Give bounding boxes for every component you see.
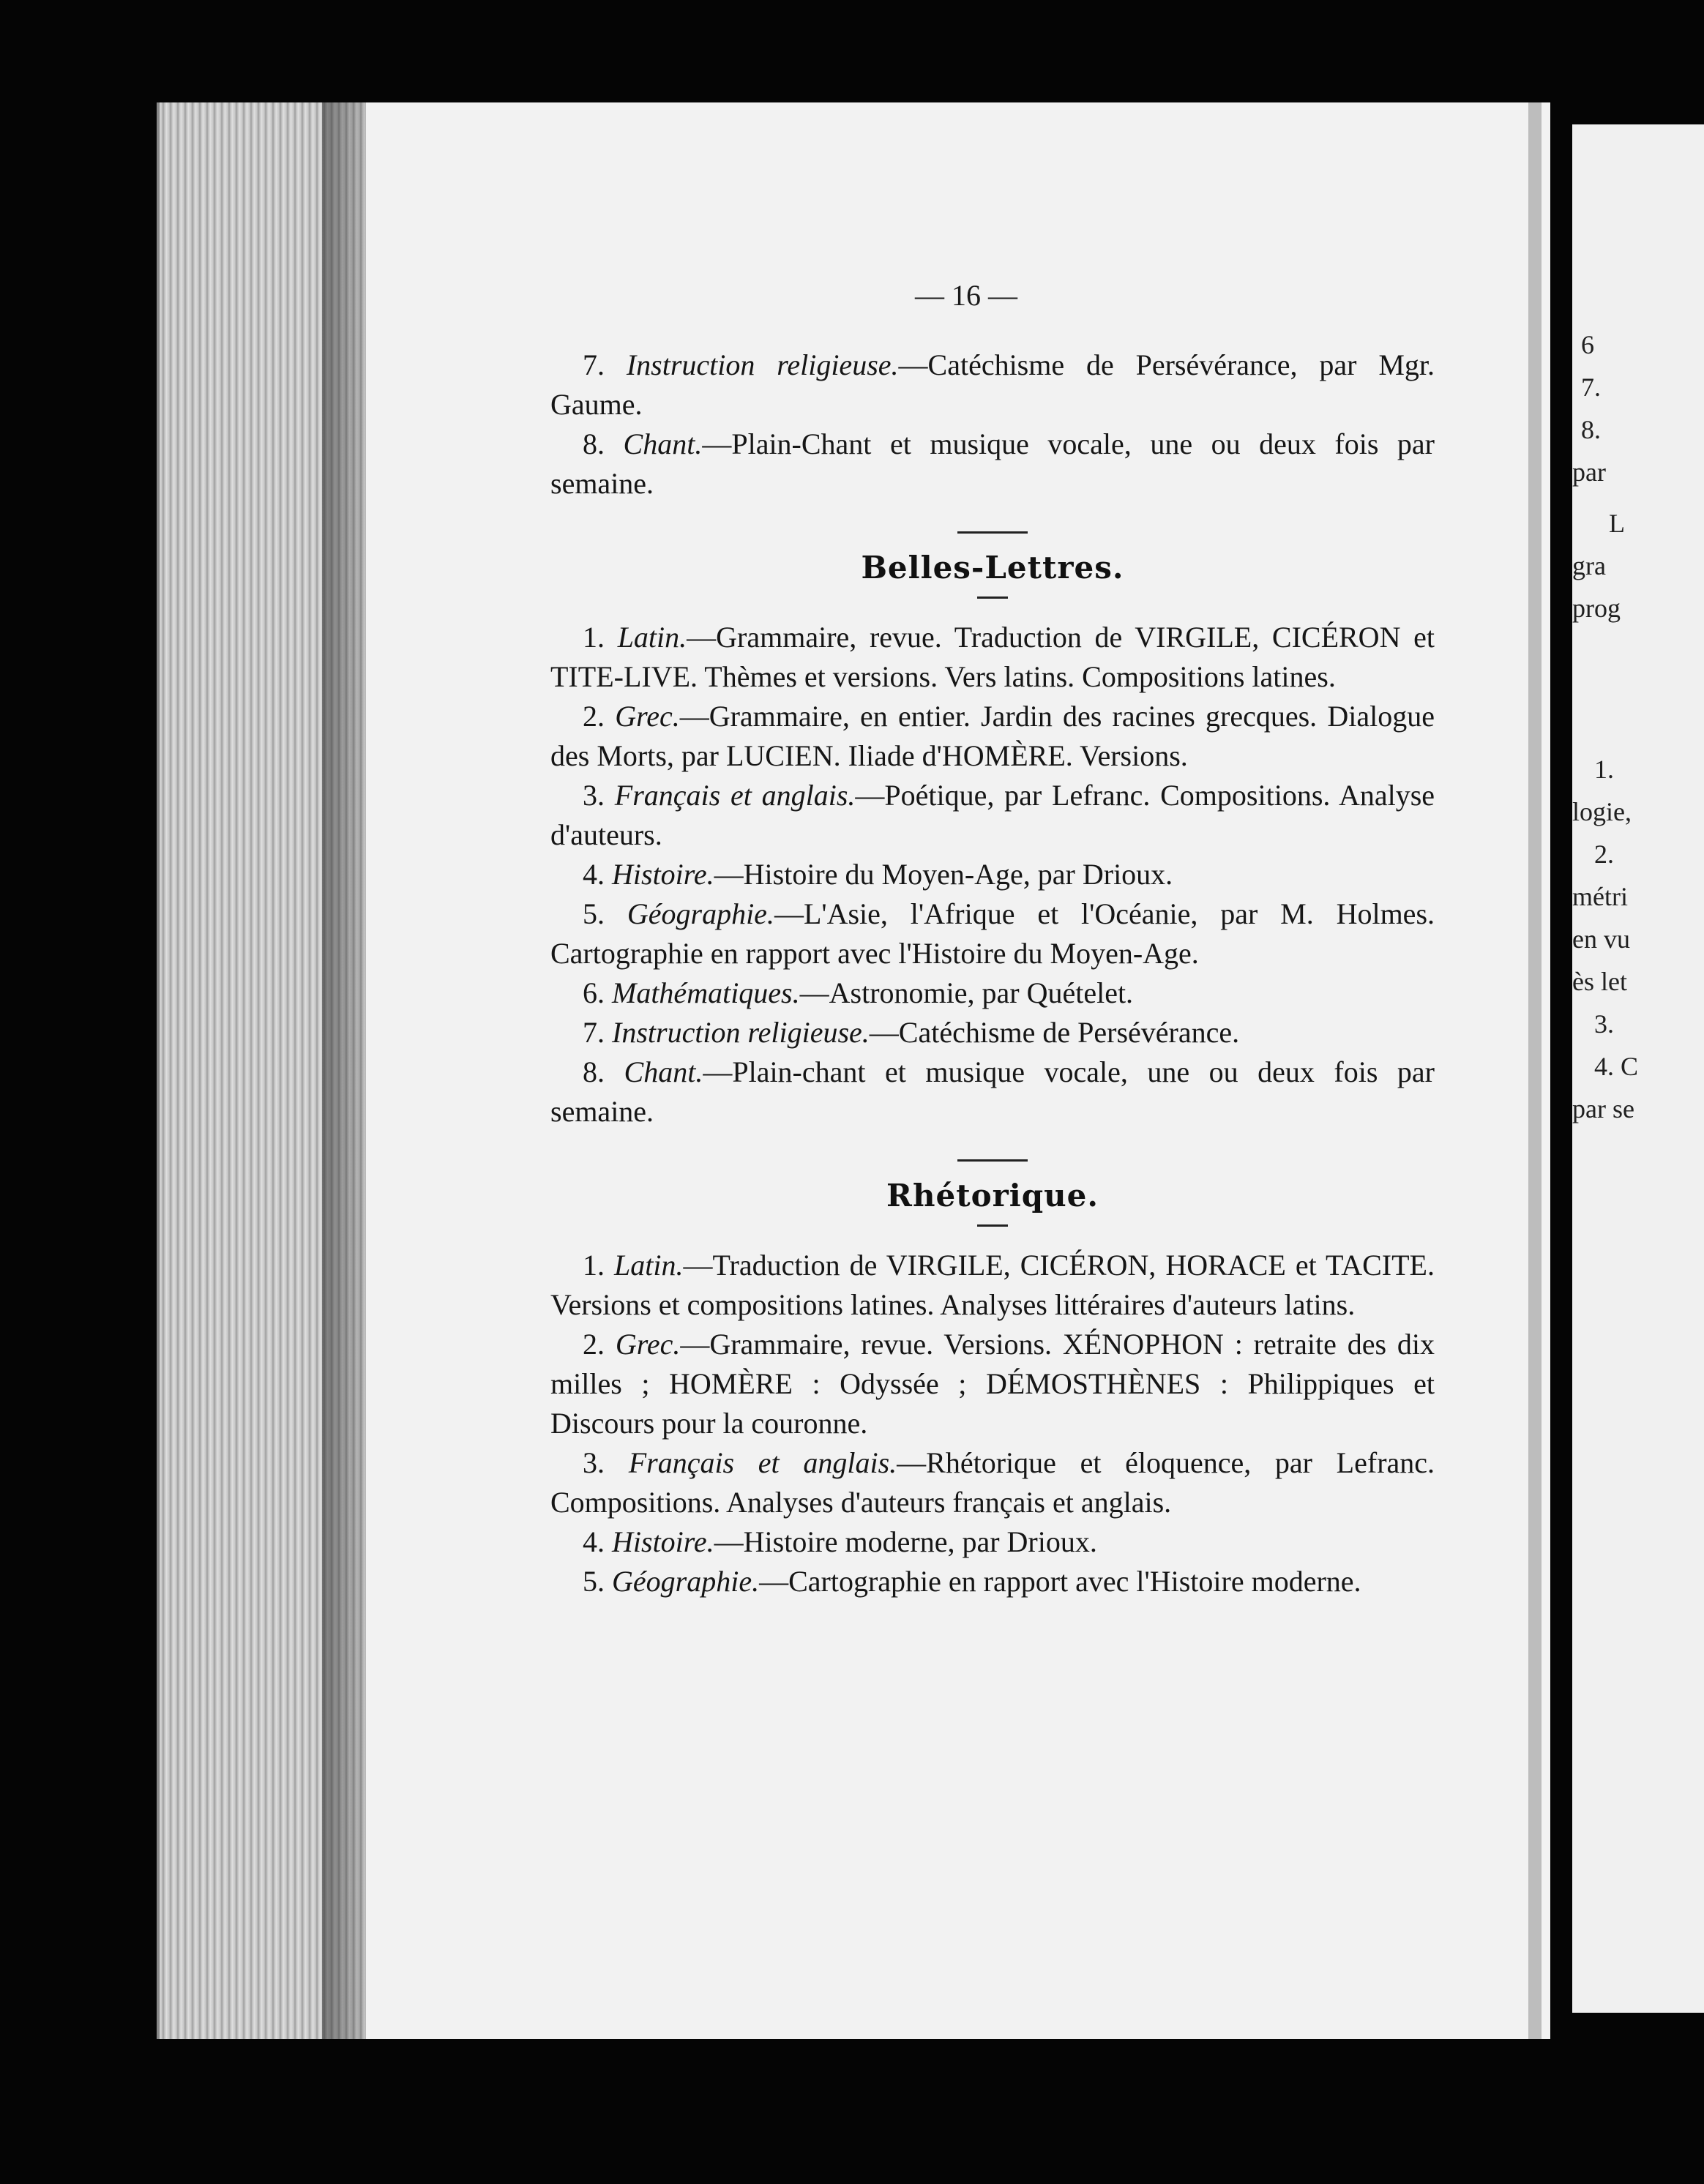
item-text: —Rhétorique et éloquence, par Lefranc. Compositions. Analyses d'auteurs français et anglais. xyxy=(550,1446,1435,1519)
item-title: Grec. xyxy=(615,700,680,733)
page-body xyxy=(550,345,1435,1601)
item-text: —Histoire du Moyen-Age, par Drioux. xyxy=(714,858,1173,891)
facing-line: 8. xyxy=(1581,415,1601,444)
item-title: Latin. xyxy=(617,621,687,654)
list-item xyxy=(550,425,1435,504)
item-number: 1. xyxy=(583,1249,605,1282)
page-number: — 16 — xyxy=(915,279,1017,312)
item-number: 8. xyxy=(583,427,605,460)
item-title: Latin. xyxy=(614,1249,684,1282)
item-text: —L'Asie, l'Afrique et l'Océanie, par M. Holmes. Cartographie en rapport avec l'Histoire du Moyen-Age. xyxy=(550,897,1435,970)
item-title: Chant. xyxy=(623,427,703,460)
facing-line: 6 xyxy=(1581,330,1594,359)
item-number: 2. xyxy=(583,1328,605,1361)
list-item xyxy=(550,894,1435,973)
item-text: —Grammaire, revue. Versions. XÉNOPHON : retraite des dix milles ; HOMÈRE : Odyssée ; DÉMOSTHÈNES : Philippiques et Discours pour la couronne. xyxy=(550,1328,1435,1440)
item-text: —Astronomie, par Quételet. xyxy=(799,976,1134,1009)
item-number: 5. xyxy=(583,897,605,930)
item-number: 7. xyxy=(583,348,605,381)
facing-line: en vu xyxy=(1572,924,1630,954)
list-item xyxy=(550,1325,1435,1443)
item-text: —Poétique, par Lefranc. Compositions. Analyse d'auteurs. xyxy=(550,779,1435,851)
list-item xyxy=(550,855,1435,894)
item-title: Instruction religieuse. xyxy=(626,348,899,381)
item-number: 2. xyxy=(583,700,605,733)
facing-line: métri xyxy=(1572,882,1628,911)
item-number: 6. xyxy=(583,976,605,1009)
list-item xyxy=(550,776,1435,855)
item-number: 4. xyxy=(583,1525,605,1558)
facing-page-fragment xyxy=(1572,124,1704,2013)
facing-line: par xyxy=(1572,457,1606,487)
item-title: Instruction religieuse. xyxy=(612,1016,870,1049)
item-number: 8. xyxy=(583,1055,605,1088)
section-heading-rhetorique: Rhétorique. xyxy=(886,1178,1099,1213)
item-text: —Catéchisme de Persévérance. xyxy=(869,1016,1240,1049)
facing-line: 1. xyxy=(1594,755,1614,784)
list-item xyxy=(550,1443,1435,1522)
item-text: —Plain-Chant et musique vocale, une ou deux fois par semaine. xyxy=(550,427,1435,500)
item-title: Géographie. xyxy=(627,897,774,930)
item-number: 1. xyxy=(583,621,605,654)
list-item xyxy=(550,1522,1435,1562)
page-fold xyxy=(1528,102,1542,2039)
facing-line: 2. xyxy=(1594,839,1614,869)
facing-line: logie, xyxy=(1572,797,1632,826)
facing-line: L xyxy=(1609,509,1625,538)
item-title: Grec. xyxy=(615,1328,681,1361)
facing-line: 7. xyxy=(1581,373,1601,402)
item-number: 3. xyxy=(583,1446,605,1479)
item-title: Mathématiques. xyxy=(612,976,800,1009)
list-item xyxy=(550,1246,1435,1325)
list-item xyxy=(550,973,1435,1013)
facing-line: par se xyxy=(1572,1094,1634,1123)
list-item xyxy=(550,1562,1435,1601)
item-text: —Grammaire, revue. Traduction de VIRGILE, CICÉRON et TITE-LIVE. Thèmes et versions. Vers latins. Compositions latines. xyxy=(550,621,1435,693)
facing-line: gra xyxy=(1572,551,1606,580)
item-text: —Grammaire, en entier. Jardin des racines grecques. Dialogue des Morts, par LUCIEN. Iliade d'HOMÈRE. Versions. xyxy=(550,700,1435,772)
item-number: 3. xyxy=(583,779,605,812)
list-item xyxy=(550,1052,1435,1132)
item-title: Chant. xyxy=(624,1055,703,1088)
item-title: Histoire. xyxy=(612,858,714,891)
item-text: —Traduction de VIRGILE, CICÉRON, HORACE et TACITE. Versions et compositions latines. Analyses littéraires d'auteurs latins. xyxy=(550,1249,1435,1321)
item-text: —Histoire moderne, par Drioux. xyxy=(714,1525,1097,1558)
list-item xyxy=(550,1013,1435,1052)
item-text: —Catéchisme de Persévérance, par Mgr. Gaume. xyxy=(550,348,1435,421)
item-title: Histoire. xyxy=(612,1525,714,1558)
item-number: 4. xyxy=(583,858,605,891)
section-heading-belles-lettres: Belles-Lettres. xyxy=(861,550,1124,586)
item-number: 5. xyxy=(583,1565,605,1598)
item-number: 7. xyxy=(583,1016,605,1049)
list-item xyxy=(550,697,1435,776)
section-rule xyxy=(957,1159,1028,1162)
facing-line: ès let xyxy=(1572,967,1627,996)
heading-rule xyxy=(977,597,1008,599)
heading-rule xyxy=(977,1224,1008,1227)
item-title: Géographie. xyxy=(612,1565,760,1598)
item-title: Français et anglais. xyxy=(628,1446,897,1479)
section-rule xyxy=(957,531,1028,534)
facing-line: 3. xyxy=(1594,1009,1614,1039)
item-text: —Cartographie en rapport avec l'Histoire moderne. xyxy=(759,1565,1361,1598)
list-item xyxy=(550,618,1435,697)
facing-line: prog xyxy=(1572,594,1621,623)
item-text: —Plain-chant et musique vocale, une ou deux fois par semaine. xyxy=(550,1055,1435,1128)
item-title: Français et anglais. xyxy=(614,779,856,812)
facing-line: 4. C xyxy=(1594,1052,1639,1081)
list-item xyxy=(550,345,1435,425)
